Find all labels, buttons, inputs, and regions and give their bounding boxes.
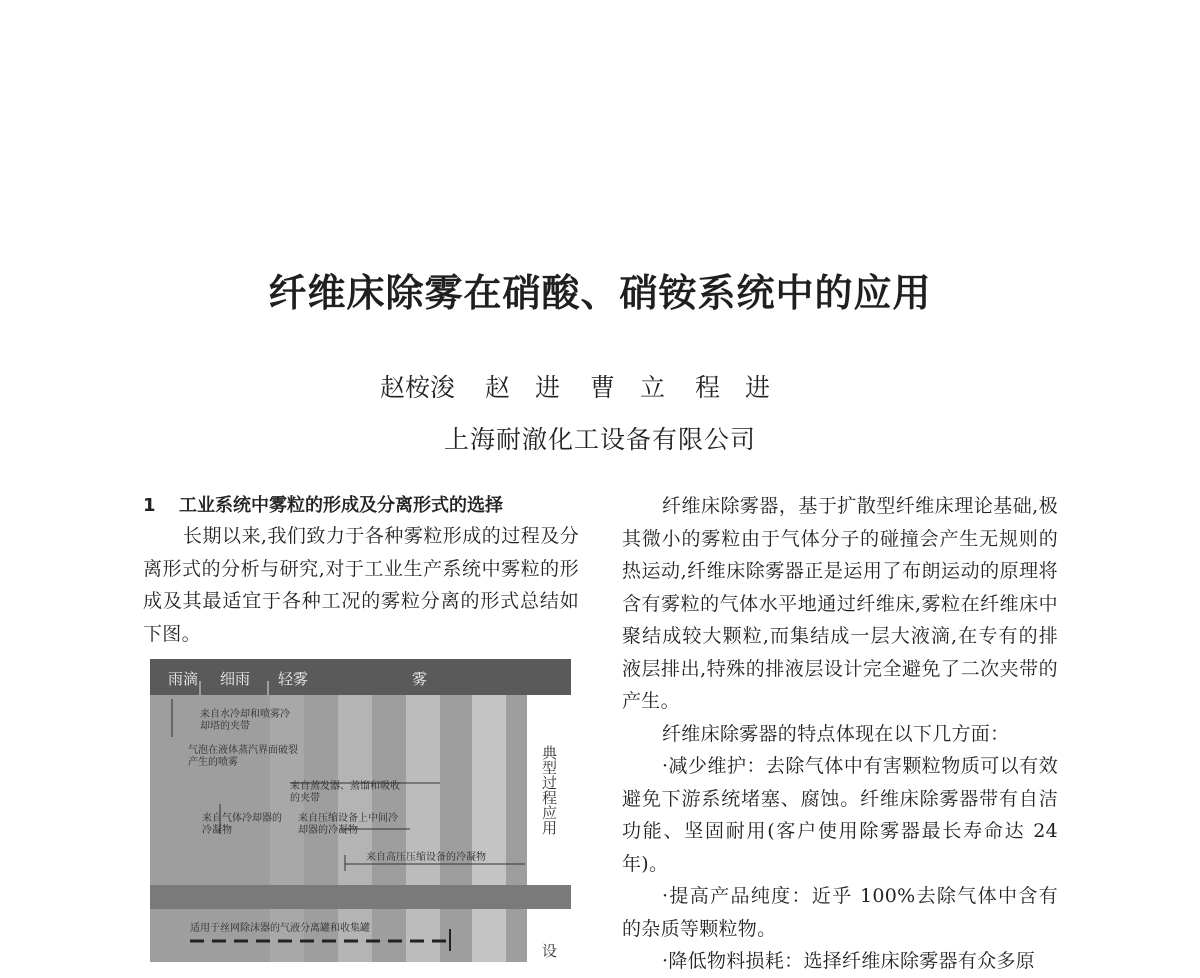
paragraph-purity: ·提高产品纯度：近乎 100%去除气体中含有的杂质等颗粒物。 — [622, 885, 1058, 940]
figure-side-label: 典型过程应用 — [527, 695, 571, 885]
figure-label: 气泡在液体蒸汽界面破裂产生的喷雾 — [188, 745, 298, 768]
figure-label: 来自水冷却和喷雾冷却塔的夹带 — [200, 709, 290, 732]
section-number: 1 — [143, 495, 156, 516]
left-column — [143, 492, 579, 650]
paper-title: 纤维床除雾在硝酸、硝铵系统中的应用 — [268, 271, 932, 315]
paragraph-principle: 纤维床除雾器，基于扩散型纤维床理论基础,极其微小的雾粒由于气体分子的碰撞会产生无规则的热运动,纤维床除雾器正是运用了布朗运动的原理将含有雾粒的气体水平地通过纤维床,雾粒在纤维床中聚结成较大颗粒,而集结成一层大液滴,在专有的排液层排出,特殊的排液层设计完全避免了二次夹带的产生。 — [622, 495, 1058, 712]
header-drizzle: 细雨 — [220, 670, 251, 688]
author-2: 赵 进 — [485, 373, 561, 402]
figure-side-label-2: 设 — [527, 909, 571, 962]
section-paragraph: 长期以来,我们致力于各种雾粒形成的过程及分离形式的分析与研究,对于工业生产系统中雾粒的形成及其最适宜于各种工况的雾粒分离的形式总结如下图。 — [143, 525, 579, 645]
figure-label: 来自气体冷却器的冷凝物 — [202, 813, 282, 836]
right-column — [622, 490, 1058, 978]
author-3: 曹 立 — [590, 373, 666, 402]
paragraph-maintenance: ·减少维护：去除气体中有害颗粒物质可以有效避免下游系统堵塞、腐蚀。纤维床除雾器带有自洁功能、坚固耐用(客户使用除雾器最长寿命达 24 年)。 — [622, 755, 1058, 875]
section-title: 工业系统中雾粒的形成及分离形式的选择 — [179, 495, 503, 516]
paragraph-loss: ·降低物料损耗：选择纤维床除雾器有众多原 — [662, 950, 1036, 972]
affiliation: 上海耐澈化工设备有限公司 — [443, 425, 756, 454]
header-raindrop: 雨滴 — [168, 670, 199, 688]
header-mist: 雾 — [412, 670, 428, 688]
header-light-mist: 轻雾 — [278, 670, 309, 688]
figure-lines — [150, 659, 571, 962]
author-list — [380, 368, 770, 404]
author-4: 程 进 — [695, 373, 771, 402]
figure-label: 适用于丝网除沫器的气液分离罐和收集罐 — [190, 923, 370, 934]
figure-label: 来自蒸发器、蒸馏和吸收的夹带 — [290, 781, 400, 804]
figure-band — [150, 885, 571, 909]
paragraph-features-intro: 纤维床除雾器的特点体现在以下几方面： — [662, 722, 1010, 745]
figure-label: 来自压缩设备上中间冷却器的冷凝物 — [298, 813, 398, 836]
mist-classification-figure — [150, 659, 571, 962]
figure-label: 来自高压压缩设备的冷凝物 — [366, 852, 486, 863]
section-heading — [143, 492, 579, 520]
author-1: 赵桉浚 — [380, 373, 456, 402]
